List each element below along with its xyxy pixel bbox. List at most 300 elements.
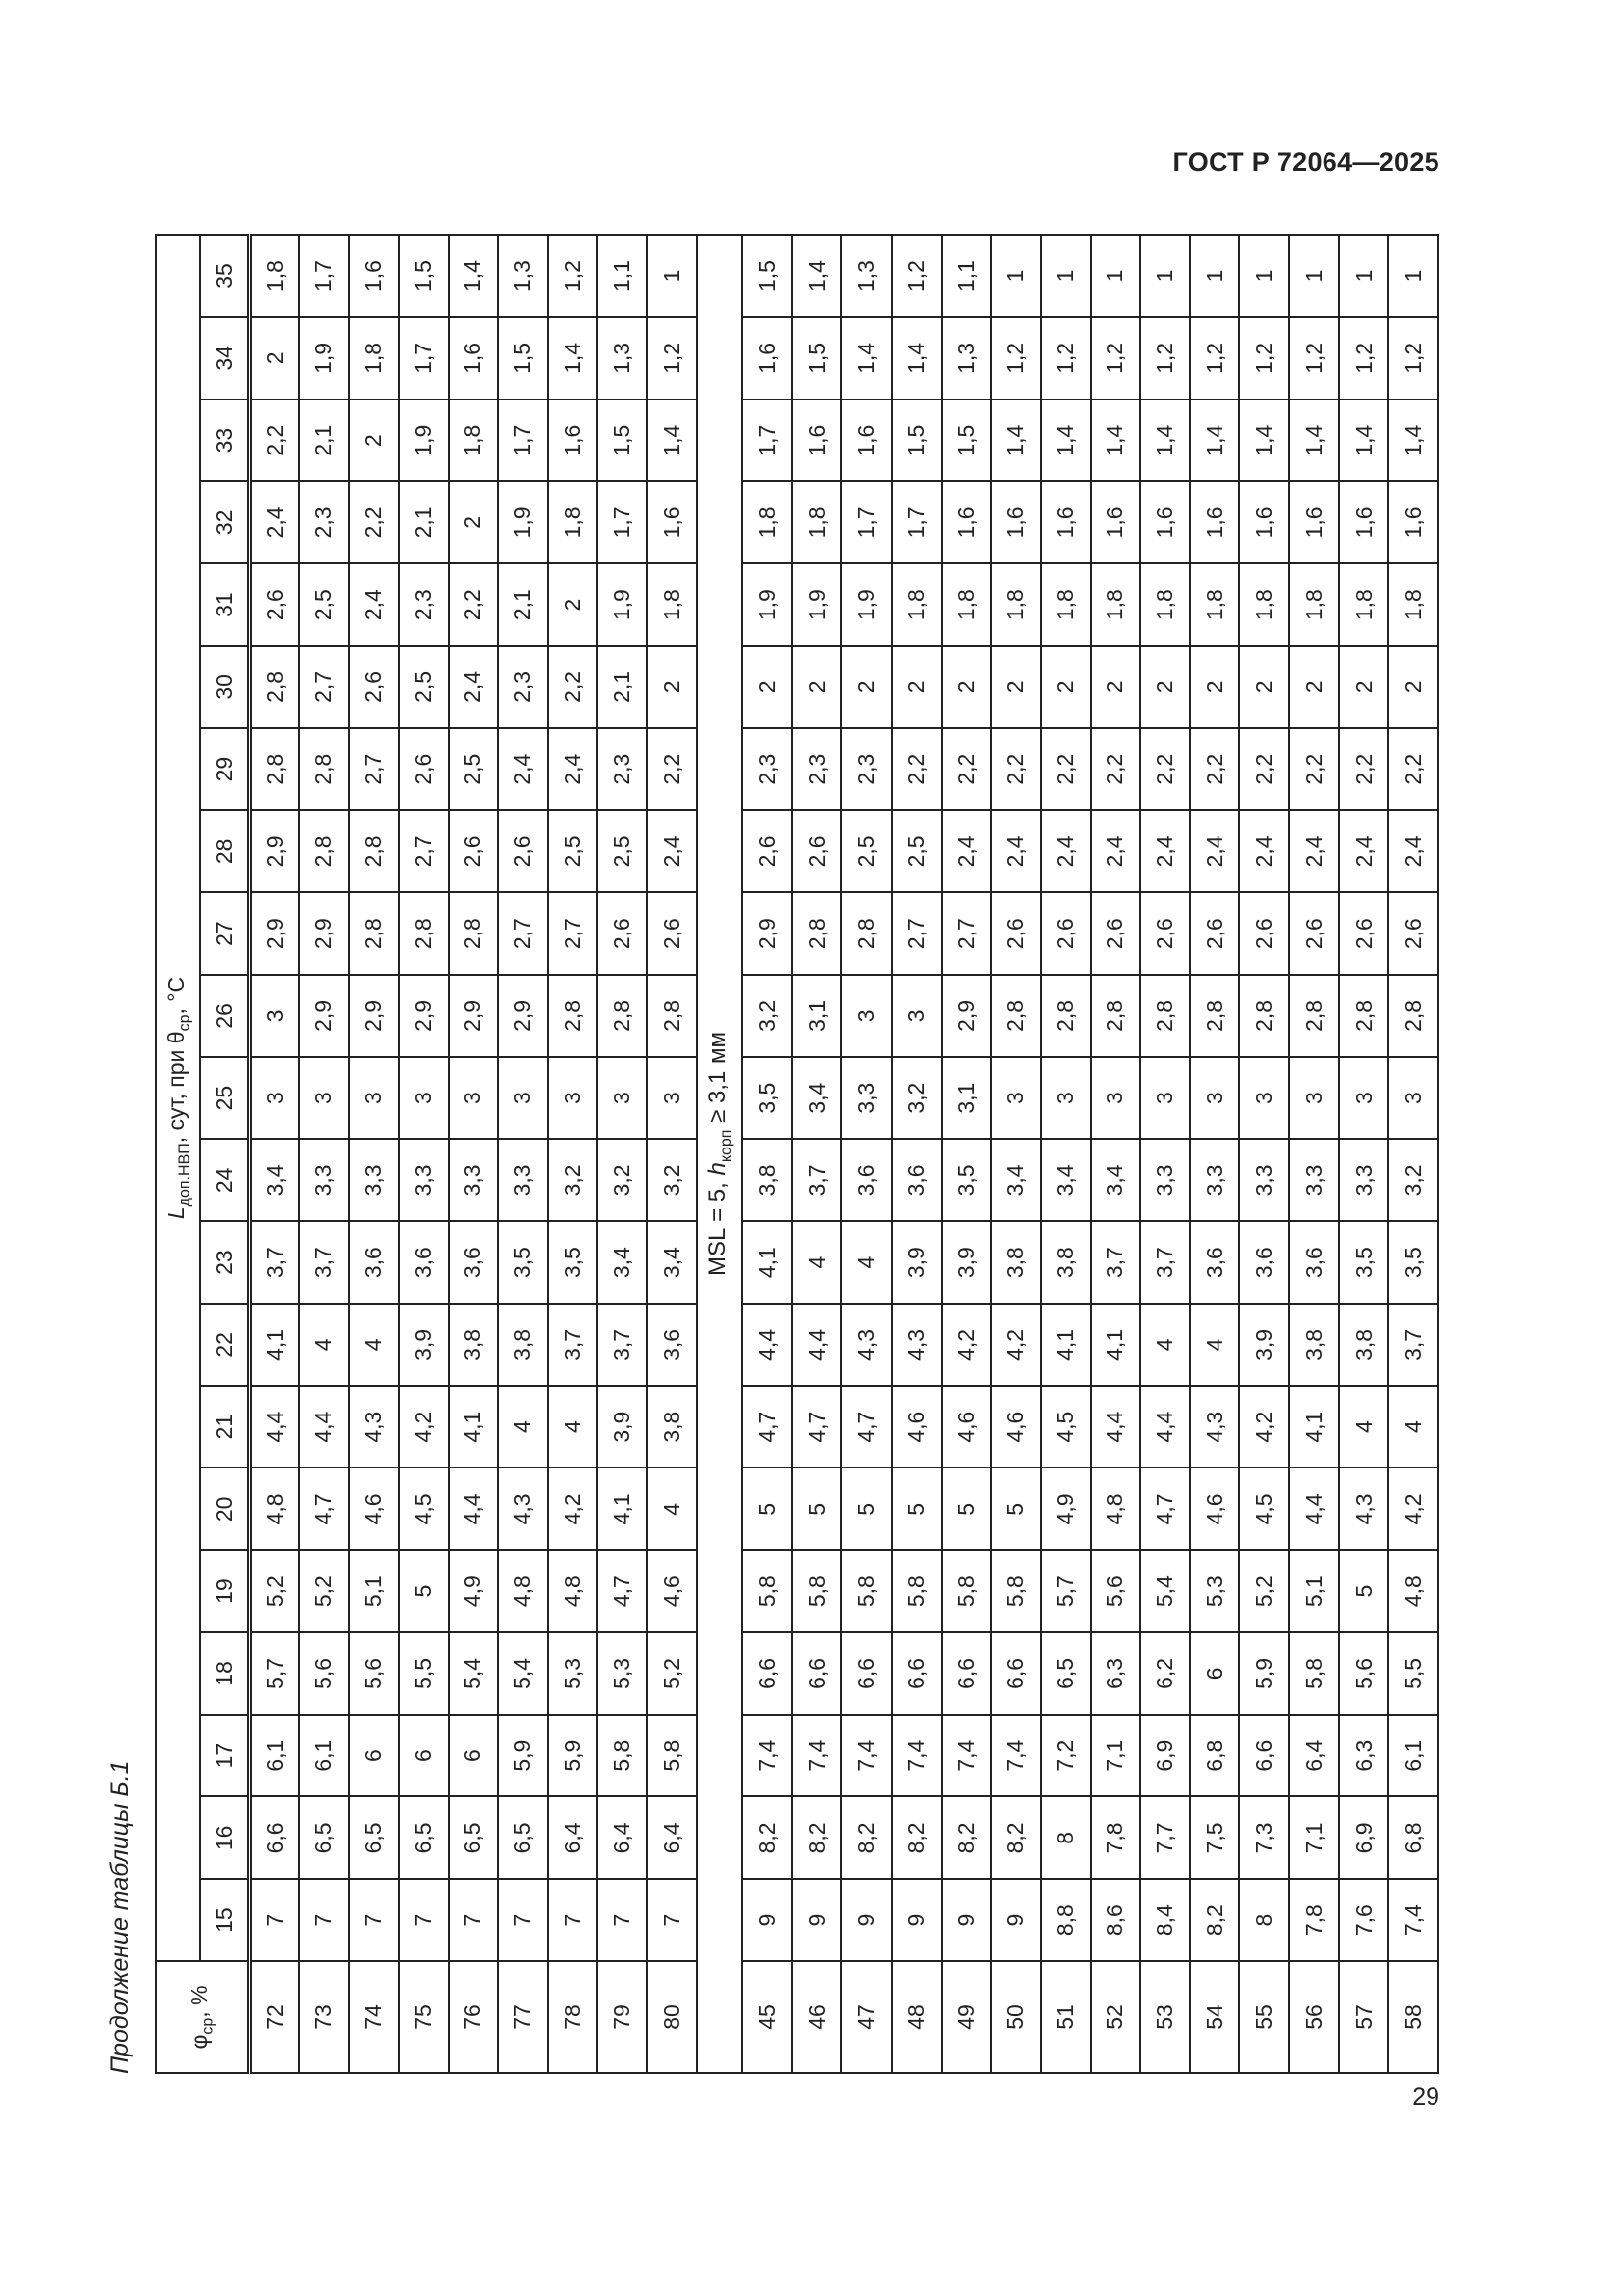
duration-cell: 1,4: [1140, 400, 1190, 482]
duration-cell: 4,2: [1239, 1386, 1289, 1468]
duration-cell: 4,1: [1091, 1304, 1141, 1386]
duration-cell: 1: [1388, 235, 1438, 317]
duration-cell: 2,6: [647, 892, 697, 975]
duration-cell: 4,4: [1140, 1386, 1190, 1468]
duration-cell: 2: [449, 482, 499, 564]
duration-cell: 3: [399, 1057, 449, 1140]
duration-cell: 3: [449, 1057, 499, 1140]
section-subscript: корп: [717, 1129, 734, 1163]
duration-cell: 1,2: [548, 235, 598, 317]
duration-cell: 5: [742, 1468, 792, 1551]
duration-cell: 3,7: [1388, 1304, 1438, 1386]
duration-cell: 1,8: [548, 482, 598, 564]
table-row: [647, 235, 697, 2073]
duration-cell: 1,6: [1289, 482, 1339, 564]
duration-cell: 5,4: [1140, 1550, 1190, 1632]
duration-cell: 2,2: [1239, 728, 1289, 811]
duration-cell: 5,8: [597, 1715, 647, 1797]
duration-cell: 2,8: [1190, 975, 1240, 1057]
duration-cell: 2: [792, 646, 842, 728]
duration-cell: 1: [1041, 235, 1091, 317]
duration-cell: 5: [991, 1468, 1041, 1551]
duration-cell: 4,4: [742, 1304, 792, 1386]
duration-cell: 3,9: [597, 1386, 647, 1468]
duration-cell: 2,9: [249, 811, 299, 893]
duration-cell: 1,4: [1239, 400, 1289, 482]
duration-cell: 1,8: [1289, 563, 1339, 646]
duration-cell: 1: [1289, 235, 1339, 317]
duration-cell: 3,8: [742, 1140, 792, 1222]
duration-cell: 6,5: [299, 1797, 350, 1880]
duration-cell: 7,4: [742, 1715, 792, 1797]
duration-cell: 4: [349, 1304, 399, 1386]
duration-cell: 3: [1041, 1057, 1091, 1140]
duration-cell: 6: [449, 1715, 499, 1797]
duration-cell: 5,9: [548, 1715, 598, 1797]
duration-cell: 2,8: [1041, 975, 1091, 1057]
duration-cell: 3,6: [1190, 1221, 1240, 1304]
duration-cell: 2,4: [1339, 811, 1389, 893]
duration-cell: 6,2: [1140, 1632, 1190, 1715]
duration-cell: 4,7: [299, 1468, 350, 1551]
duration-cell: 7,8: [1289, 1879, 1339, 1961]
duration-cell: 5,8: [792, 1550, 842, 1632]
duration-cell: 2,6: [991, 892, 1041, 975]
duration-cell: 4,2: [548, 1468, 598, 1551]
duration-cell: 1,7: [597, 482, 647, 564]
duration-cell: 5,8: [942, 1550, 992, 1632]
duration-cell: 5,4: [498, 1632, 548, 1715]
duration-cell: 7,4: [892, 1715, 942, 1797]
duration-cell: 1,2: [1041, 317, 1091, 400]
duration-cell: 8,8: [1041, 1879, 1091, 1961]
duration-cell: 3,4: [1091, 1140, 1141, 1222]
temperature-header-cell: 18: [200, 1632, 249, 1715]
duration-cell: 2,4: [647, 811, 697, 893]
phi-cell: 45: [742, 1961, 792, 2073]
table-row: [1190, 235, 1240, 2073]
phi-cell: 77: [498, 1961, 548, 2073]
duration-cell: 1,4: [1041, 400, 1091, 482]
duration-cell: 2,1: [399, 482, 449, 564]
duration-cell: 3,8: [1339, 1304, 1389, 1386]
duration-cell: 3,6: [399, 1221, 449, 1304]
temperature-header-cell: 28: [200, 811, 249, 893]
duration-cell: 4,6: [349, 1468, 399, 1551]
phi-cell: 56: [1289, 1961, 1339, 2073]
duration-cell: 7: [299, 1879, 350, 1961]
duration-cell: 9: [742, 1879, 792, 1961]
duration-cell: 5: [892, 1468, 942, 1551]
duration-cell: 2,6: [449, 811, 499, 893]
duration-cell: 4,3: [498, 1468, 548, 1551]
phi-cell: 50: [991, 1961, 1041, 2073]
duration-cell: 2,8: [349, 892, 399, 975]
duration-cell: 1,9: [792, 563, 842, 646]
duration-cell: 2,2: [1339, 728, 1389, 811]
duration-cell: 3,3: [841, 1057, 892, 1140]
duration-cell: 4,8: [1091, 1468, 1141, 1551]
phi-cell: 58: [1388, 1961, 1438, 2073]
duration-cell: 3,8: [647, 1386, 697, 1468]
duration-cell: 7,4: [841, 1715, 892, 1797]
page-number: 29: [1412, 2083, 1439, 2110]
duration-cell: 3,1: [792, 975, 842, 1057]
duration-cell: 2,9: [449, 975, 499, 1057]
duration-cell: 3,6: [1239, 1221, 1289, 1304]
duration-cell: 1: [991, 235, 1041, 317]
duration-cell: 6,4: [1289, 1715, 1339, 1797]
duration-cell: 2: [1339, 646, 1389, 728]
duration-cell: 3,4: [1041, 1140, 1091, 1222]
duration-cell: 4,3: [892, 1304, 942, 1386]
duration-cell: 4,1: [249, 1304, 299, 1386]
duration-cell: 2,5: [841, 811, 892, 893]
temperature-header-cell: 33: [200, 400, 249, 482]
duration-cell: 1,3: [841, 235, 892, 317]
duration-cell: 1,5: [498, 317, 548, 400]
section-suffix: ≥ 3,1 мм: [704, 1031, 731, 1130]
duration-cell: 5,2: [647, 1632, 697, 1715]
duration-cell: 1,2: [892, 235, 942, 317]
duration-cell: 4: [548, 1386, 598, 1468]
temperature-header-cell: 26: [200, 975, 249, 1057]
duration-cell: 1,7: [399, 317, 449, 400]
duration-cell: 2,8: [249, 646, 299, 728]
phi-cell: 55: [1239, 1961, 1289, 2073]
table-row: [742, 235, 792, 2073]
l-subscript: доп.НВП: [176, 1143, 193, 1207]
duration-cell: 1,5: [742, 235, 792, 317]
duration-cell: 5,6: [1339, 1632, 1389, 1715]
duration-cell: 3,7: [1091, 1221, 1141, 1304]
duration-cell: 2,8: [1339, 975, 1389, 1057]
duration-cell: 4,6: [942, 1386, 992, 1468]
phi-cell: 74: [349, 1961, 399, 2073]
duration-cell: 3,8: [498, 1304, 548, 1386]
temperature-header-cell: 34: [200, 317, 249, 400]
duration-cell: 3,9: [942, 1221, 992, 1304]
duration-cell: 1,6: [349, 235, 399, 317]
duration-cell: 4,1: [1289, 1386, 1339, 1468]
duration-cell: 3,4: [647, 1221, 697, 1304]
duration-cell: 2,8: [299, 811, 350, 893]
duration-cell: 1,7: [742, 400, 792, 482]
duration-cell: 6,8: [1190, 1715, 1240, 1797]
duration-cell: 1,2: [1091, 317, 1141, 400]
duration-cell: 1,5: [597, 400, 647, 482]
duration-cell: 1,6: [792, 400, 842, 482]
duration-cell: 2: [1140, 646, 1190, 728]
table-row: [1388, 235, 1438, 2073]
duration-cell: 6,3: [1339, 1715, 1389, 1797]
duration-cell: 1,5: [792, 317, 842, 400]
duration-cell: 1,4: [841, 317, 892, 400]
duration-cell: 2: [841, 646, 892, 728]
duration-cell: 1,7: [892, 482, 942, 564]
duration-cell: 5,7: [1041, 1550, 1091, 1632]
duration-cell: 7,4: [1388, 1879, 1438, 1961]
duration-cell: 4: [1388, 1386, 1438, 1468]
duration-cell: 1,4: [892, 317, 942, 400]
duration-cell: 3,7: [792, 1140, 842, 1222]
duration-cell: 3,3: [1239, 1140, 1289, 1222]
phi-cell: 72: [249, 1961, 299, 2073]
duration-cell: 2,4: [1140, 811, 1190, 893]
duration-cell: 1,6: [742, 317, 792, 400]
duration-cell: 7,1: [1289, 1797, 1339, 1880]
duration-cell: 2: [1388, 646, 1438, 728]
duration-cell: 2: [249, 317, 299, 400]
duration-cell: 3,4: [991, 1140, 1041, 1222]
duration-cell: 2,8: [1140, 975, 1190, 1057]
temperature-header-cell: 27: [200, 892, 249, 975]
duration-cell: 1,1: [942, 235, 992, 317]
duration-cell: 8: [1041, 1797, 1091, 1880]
duration-cell: 4,3: [1190, 1386, 1240, 1468]
temperature-header-cell: 31: [200, 563, 249, 646]
duration-cell: 7: [449, 1879, 499, 1961]
duration-cell: 5: [399, 1550, 449, 1632]
duration-cell: 2,8: [299, 728, 350, 811]
duration-cell: 3: [349, 1057, 399, 1140]
phi-cell: 78: [548, 1961, 598, 2073]
duration-cell: 4,7: [841, 1386, 892, 1468]
duration-cell: 3: [1339, 1057, 1389, 1140]
duration-cell: 6,9: [1140, 1715, 1190, 1797]
duration-cell: 3,3: [449, 1140, 499, 1222]
duration-cell: 3,9: [892, 1221, 942, 1304]
duration-cell: 1,9: [399, 400, 449, 482]
duration-cell: 6,1: [249, 1715, 299, 1797]
duration-cell: 3,1: [942, 1057, 992, 1140]
duration-cell: 4,5: [1041, 1386, 1091, 1468]
duration-cell: 2,4: [1289, 811, 1339, 893]
duration-cell: 1,6: [1339, 482, 1389, 564]
phi-cell: 49: [942, 1961, 992, 2073]
duration-cell: 2,2: [1091, 728, 1141, 811]
duration-cell: 4,8: [548, 1550, 598, 1632]
duration-cell: 1,6: [1190, 482, 1240, 564]
duration-cell: 3,2: [742, 975, 792, 1057]
duration-cell: 2: [742, 646, 792, 728]
duration-cell: 2,8: [647, 975, 697, 1057]
duration-cell: 4: [841, 1221, 892, 1304]
duration-cell: 2: [548, 563, 598, 646]
duration-cell: 2,4: [1388, 811, 1438, 893]
phi-cell: 48: [892, 1961, 942, 2073]
duration-cell: 1,9: [498, 482, 548, 564]
table-row: [597, 235, 647, 2073]
temperature-header-cell: 23: [200, 1221, 249, 1304]
duration-cell: 3,7: [249, 1221, 299, 1304]
duration-cell: 3: [1289, 1057, 1339, 1140]
duration-cell: 1,4: [548, 317, 598, 400]
duration-cell: 2,6: [399, 728, 449, 811]
duration-cell: 1,6: [1140, 482, 1190, 564]
table-body: [249, 235, 1438, 2073]
duration-cell: 4,7: [742, 1386, 792, 1468]
duration-cell: 5,6: [1091, 1550, 1141, 1632]
duration-cell: 4,8: [498, 1550, 548, 1632]
duration-cell: 2,5: [399, 646, 449, 728]
table-row: [349, 235, 399, 2073]
duration-cell: 3,6: [647, 1304, 697, 1386]
duration-cell: 6,5: [1041, 1632, 1091, 1715]
duration-cell: 4,2: [991, 1304, 1041, 1386]
duration-cell: 4,5: [1239, 1468, 1289, 1551]
duration-cell: 1,6: [841, 400, 892, 482]
duration-cell: 1,7: [841, 482, 892, 564]
duration-cell: 1,4: [792, 235, 842, 317]
table-row: [792, 235, 842, 2073]
duration-cell: 6,1: [299, 1715, 350, 1797]
duration-cell: 4: [299, 1304, 350, 1386]
temperature-header-cell: 35: [200, 235, 249, 317]
duration-cell: 3,9: [399, 1304, 449, 1386]
table-row: [548, 235, 598, 2073]
duration-cell: 2,9: [299, 975, 350, 1057]
duration-cell: 3: [498, 1057, 548, 1140]
phi-cell: 54: [1190, 1961, 1240, 2073]
duration-cell: 6: [399, 1715, 449, 1797]
duration-cell: 1,6: [1041, 482, 1091, 564]
duration-cell: 3: [249, 1057, 299, 1140]
duration-cell: 4,6: [892, 1386, 942, 1468]
duration-cell: 3,4: [597, 1221, 647, 1304]
duration-cell: 5,6: [349, 1632, 399, 1715]
duration-cell: 3,7: [1140, 1221, 1190, 1304]
table-row: [1239, 235, 1289, 2073]
duration-cell: 4: [1140, 1304, 1190, 1386]
duration-cell: 2,2: [349, 482, 399, 564]
duration-cell: 2,9: [249, 892, 299, 975]
phi-header: [156, 1961, 249, 2073]
duration-cell: 2,6: [1041, 892, 1091, 975]
header-row-group: [156, 235, 200, 2073]
temperature-header-cell: 29: [200, 728, 249, 811]
duration-cell: 3,3: [299, 1140, 350, 1222]
duration-cell: 6,3: [1091, 1632, 1141, 1715]
duration-cell: 5: [1339, 1550, 1389, 1632]
duration-cell: 4,7: [792, 1386, 842, 1468]
duration-cell: 3: [647, 1057, 697, 1140]
duration-cell: 2,8: [597, 975, 647, 1057]
duration-cell: 6,1: [1388, 1715, 1438, 1797]
duration-cell: 2,3: [742, 728, 792, 811]
duration-cell: 5,8: [841, 1550, 892, 1632]
duration-cell: 1,6: [647, 482, 697, 564]
duration-cell: 7: [349, 1879, 399, 1961]
duration-cell: 4: [647, 1468, 697, 1551]
duration-cell: 2,5: [892, 811, 942, 893]
duration-cell: 5,8: [1289, 1632, 1339, 1715]
duration-cell: 1,8: [449, 400, 499, 482]
duration-cell: 3: [991, 1057, 1041, 1140]
duration-cell: 4,3: [841, 1304, 892, 1386]
duration-cell: 3,5: [1339, 1221, 1389, 1304]
duration-cell: 1: [1091, 235, 1141, 317]
duration-cell: 4: [792, 1221, 842, 1304]
table-row: [498, 235, 548, 2073]
duration-cell: 4,4: [249, 1386, 299, 1468]
duration-cell: 2,7: [548, 892, 598, 975]
duration-cell: 6,5: [399, 1797, 449, 1880]
duration-cell: 1,6: [449, 317, 499, 400]
duration-cell: 6,6: [1239, 1715, 1289, 1797]
duration-cell: 2,6: [1289, 892, 1339, 975]
duration-cell: 1,8: [1239, 563, 1289, 646]
duration-cell: 2,1: [498, 563, 548, 646]
duration-cell: 6,5: [449, 1797, 499, 1880]
section-symbol: h: [704, 1162, 731, 1176]
duration-cell: 6,6: [892, 1632, 942, 1715]
duration-cell: 3,7: [299, 1221, 350, 1304]
duration-cell: 1,4: [647, 400, 697, 482]
section-label: [697, 235, 743, 2073]
duration-cell: 1: [1190, 235, 1240, 317]
temperature-header-cell: 15: [200, 1879, 249, 1961]
duration-cell: 2,7: [892, 892, 942, 975]
duration-cell: 5: [841, 1468, 892, 1551]
duration-cell: 3: [1140, 1057, 1190, 1140]
duration-cell: 2,3: [498, 646, 548, 728]
duration-cell: 2,4: [1091, 811, 1141, 893]
duration-cell: 1,8: [1339, 563, 1389, 646]
duration-cell: 4: [1190, 1304, 1240, 1386]
duration-cell: 1: [1339, 235, 1389, 317]
duration-cell: 1,3: [597, 317, 647, 400]
duration-cell: 3,8: [1041, 1221, 1091, 1304]
duration-cell: 1,6: [548, 400, 598, 482]
duration-cell: 3: [249, 975, 299, 1057]
duration-cell: 2,4: [1190, 811, 1240, 893]
duration-cell: 6,6: [792, 1632, 842, 1715]
duration-cell: 2: [1289, 646, 1339, 728]
duration-cell: 1,5: [942, 400, 992, 482]
duration-cell: 5,1: [1289, 1550, 1339, 1632]
duration-cell: 8,2: [892, 1797, 942, 1880]
duration-cell: 1,7: [299, 235, 350, 317]
duration-cell: 2,6: [792, 811, 842, 893]
duration-cell: 2,6: [249, 563, 299, 646]
duration-cell: 2,2: [1190, 728, 1240, 811]
duration-cell: 2,7: [349, 728, 399, 811]
temperature-header-cell: 16: [200, 1797, 249, 1880]
duration-cell: 4,6: [991, 1386, 1041, 1468]
duration-cell: 2,4: [449, 646, 499, 728]
duration-cell: 4,1: [597, 1468, 647, 1551]
duration-cell: 2: [942, 646, 992, 728]
duration-cell: 7,5: [1190, 1797, 1240, 1880]
duration-cell: 1,8: [1041, 563, 1091, 646]
duration-cell: 3: [1388, 1057, 1438, 1140]
duration-cell: 2,9: [399, 975, 449, 1057]
duration-cell: 2,4: [1041, 811, 1091, 893]
duration-cell: 3,5: [498, 1221, 548, 1304]
duration-cell: 1,8: [1091, 563, 1141, 646]
duration-cell: 8,6: [1091, 1879, 1141, 1961]
duration-cell: 7: [548, 1879, 598, 1961]
duration-cell: 4,9: [449, 1550, 499, 1632]
temperature-header-cell: 25: [200, 1057, 249, 1140]
duration-cell: 6: [349, 1715, 399, 1797]
duration-cell: 7,6: [1339, 1879, 1389, 1961]
duration-cell: 6,6: [942, 1632, 992, 1715]
duration-cell: 6,9: [1339, 1797, 1389, 1880]
duration-cell: 2,8: [349, 811, 399, 893]
duration-cell: 3,2: [892, 1057, 942, 1140]
